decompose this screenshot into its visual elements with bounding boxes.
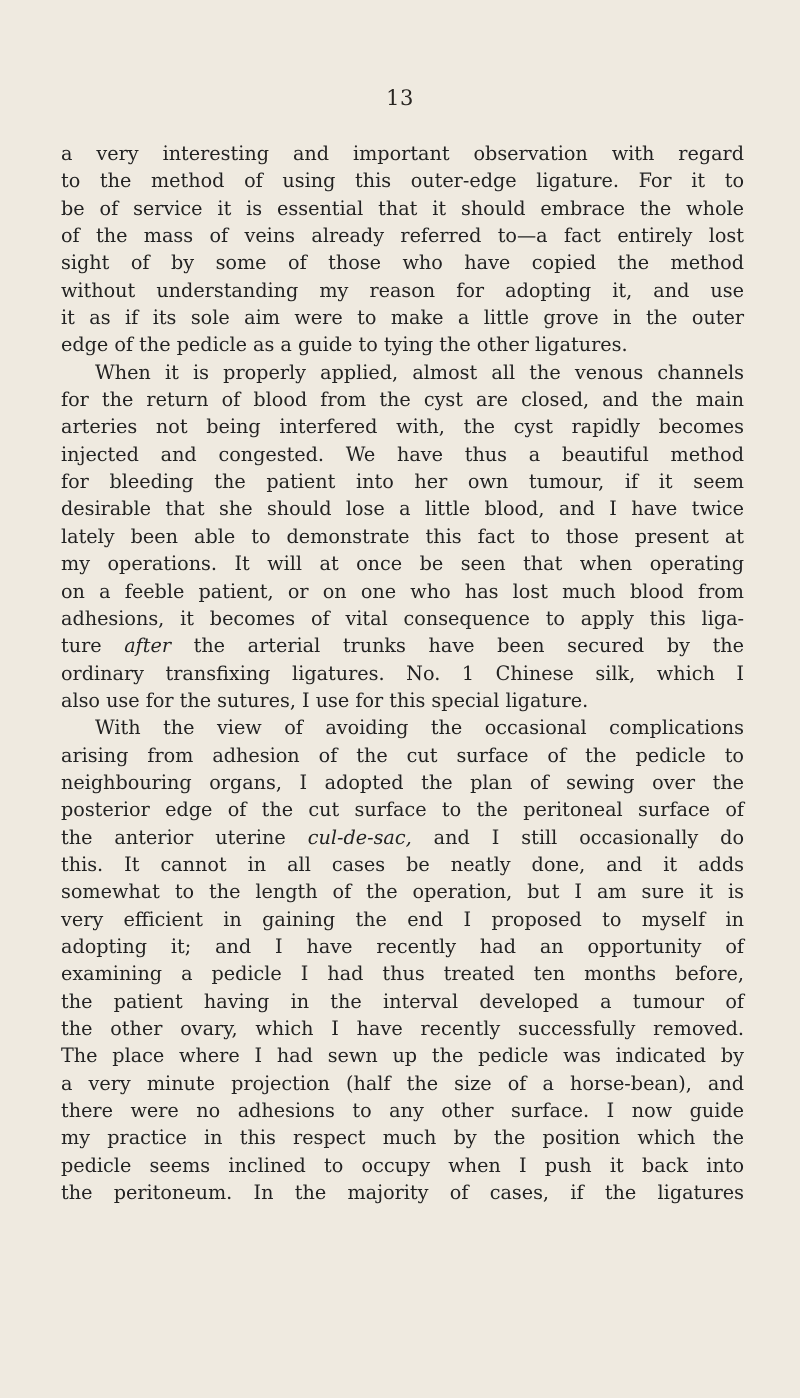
text-line: somewhat to the length of the operation, but I am sure it is bbox=[61, 880, 744, 904]
text-line: ordinary transfixing ligatures. No. 1 Chinese silk, which I bbox=[61, 661, 744, 685]
text-line: be of service it is essential that it should embrace the whole bbox=[61, 196, 744, 220]
page-number: 13 bbox=[386, 86, 414, 110]
italic-term: cul-de-sac, bbox=[307, 825, 412, 849]
text-line: the patient having in the interval developed a tumour of bbox=[61, 989, 744, 1013]
text-line: adopting it; and I have recently had an opportunity of bbox=[61, 934, 744, 958]
text-line: it as if its sole aim were to make a little grove in the outer bbox=[61, 306, 744, 330]
text-line: a very minute projection (half the size of a horse-bean), and bbox=[61, 1071, 744, 1095]
text-line-with-italic bbox=[61, 632, 744, 659]
text-line: on a feeble patient, or on one who has lost much blood from bbox=[61, 579, 744, 603]
text-segment: the arterial trunks have been secured by the bbox=[171, 634, 744, 658]
body-text bbox=[61, 140, 744, 1206]
text-line: sight of by some of those who have copied the method bbox=[61, 251, 744, 275]
text-line: the peritoneum. In the majority of cases, if the ligatures bbox=[61, 1181, 744, 1205]
paragraph-start-line: With the view of avoiding the occasional complications bbox=[95, 716, 744, 740]
text-line: very efficient in gaining the end I proposed to myself in bbox=[61, 907, 744, 931]
text-line: posterior edge of the cut surface to the peritoneal surface of bbox=[61, 798, 744, 822]
text-line: examining a pedicle I had thus treated ten months before, bbox=[61, 962, 744, 986]
text-line: for the return of blood from the cyst are closed, and the main bbox=[61, 388, 744, 412]
text-line: also use for the sutures, I use for this special ligature. bbox=[61, 688, 589, 712]
text-line: of the mass of veins already referred to—a fact entirely lost bbox=[61, 224, 744, 248]
text-line: arising from adhesion of the cut surface of the pedicle to bbox=[61, 743, 744, 767]
text-line: desirable that she should lose a little blood, and I have twice bbox=[61, 497, 744, 521]
text-line: this. It cannot in all cases be neatly done, and it adds bbox=[61, 852, 744, 876]
text-line: a very interesting and important observation with regard bbox=[61, 142, 744, 165]
text-line: my operations. It will at once be seen that when operating bbox=[61, 552, 744, 576]
text-line: for bleeding the patient into her own tumour, if it seem bbox=[61, 470, 744, 494]
text-line: pedicle seems inclined to occupy when I push it back into bbox=[61, 1153, 744, 1177]
text-line: adhesions, it becomes of vital consequence to apply this liga- bbox=[61, 606, 744, 630]
text-segment: ture bbox=[61, 634, 125, 658]
text-line: arteries not being interfered with, the cyst rapidly becomes bbox=[61, 415, 744, 439]
text-line: to the method of using this outer-edge ligature. For it to bbox=[61, 169, 744, 193]
text-line: edge of the pedicle as a guide to tying the other ligatures. bbox=[61, 333, 628, 357]
text-line: lately been able to demonstrate this fact to those present at bbox=[61, 524, 744, 548]
text-line: neighbouring organs, I adopted the plan of sewing over the bbox=[61, 770, 744, 794]
text-line: my practice in this respect much by the position which the bbox=[61, 1126, 744, 1150]
italic-word: after bbox=[124, 634, 171, 658]
text-line: injected and congested. We have thus a beautiful method bbox=[61, 442, 744, 466]
text-line: without understanding my reason for adopting it, and use bbox=[61, 278, 744, 302]
text-line: the other ovary, which I have recently successfully removed. bbox=[61, 1017, 744, 1040]
text-line: The place where I had sewn up the pedicle was indicated by bbox=[61, 1044, 744, 1068]
text-segment: and I still occasionally do bbox=[411, 825, 745, 849]
text-segment: the anterior uterine bbox=[61, 825, 308, 849]
paragraph-start-line: When it is properly applied, almost all the venous channels bbox=[95, 360, 744, 384]
text-line: there were no adhesions to any other surface. I now guide bbox=[61, 1099, 744, 1123]
text-line-with-italic bbox=[61, 824, 744, 851]
